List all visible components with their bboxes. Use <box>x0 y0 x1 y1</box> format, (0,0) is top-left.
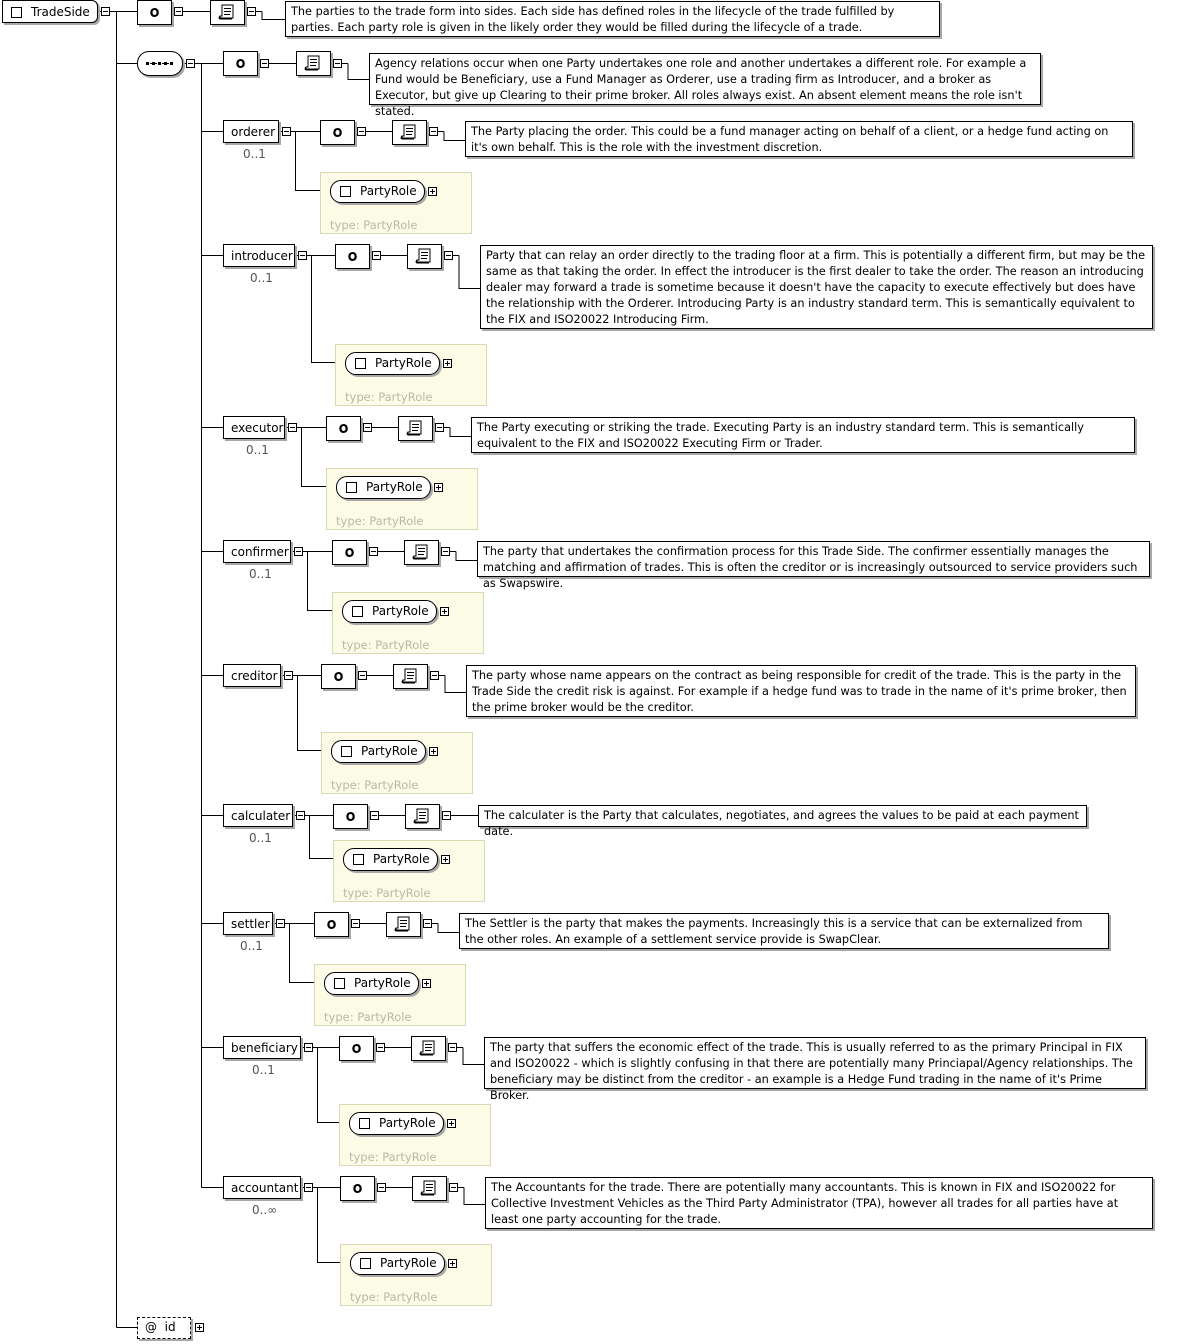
element-settler[interactable] <box>223 912 273 935</box>
type-container <box>339 1104 491 1166</box>
type-label: type: PartyRole <box>349 1150 437 1164</box>
element-name: orderer <box>231 125 276 139</box>
sequence-documentation: Agency relations occur when one Party undertakes one role and another undertakes a different role. For example a Fund would be Beneficiary, use a Fund Manager as Orderer, use a trading firm as Introducer, and a broker as Executor, but give up Clearing to their prime broker. All roles always exist. An absent element means the role isn't stated. <box>369 53 1041 105</box>
scroll-glyph <box>408 245 441 268</box>
connector-line <box>438 924 459 933</box>
partyrole-type-node[interactable] <box>331 740 426 763</box>
expand-icon[interactable] <box>447 1119 456 1128</box>
element-beneficiary[interactable] <box>223 1036 301 1059</box>
collapse-icon[interactable] <box>370 811 379 820</box>
element-checkbox-icon <box>353 854 364 865</box>
collapse-icon[interactable] <box>282 127 291 136</box>
element-checkbox-icon <box>355 358 366 369</box>
connector-line <box>464 1188 485 1205</box>
element-checkbox-icon <box>340 186 351 197</box>
documentation-icon[interactable] <box>404 540 439 565</box>
connector-line <box>313 1188 340 1263</box>
root-documentation: The parties to the trade form into sides. Each side has defined roles in the lifecycle of the trade fulfilled by parties. Each party role is given in the likely order they would be filled during the lifecycle of a trade. <box>285 1 940 37</box>
attribute-name: id <box>164 1320 176 1334</box>
type-label: type: PartyRole <box>350 1290 438 1304</box>
type-label: type: PartyRole <box>331 778 419 792</box>
connector-line <box>291 132 320 191</box>
element-checkbox-icon <box>360 1258 371 1269</box>
collapse-icon[interactable] <box>260 59 269 68</box>
documentation-icon[interactable] <box>386 912 421 937</box>
connector-line <box>293 676 321 751</box>
type-name: PartyRole <box>379 1116 436 1130</box>
element-name: calculater <box>231 809 291 823</box>
expand-icon[interactable] <box>441 855 450 864</box>
collapse-icon[interactable] <box>430 671 439 680</box>
scroll-glyph <box>399 417 432 440</box>
partyrole-type-node[interactable] <box>350 1252 445 1275</box>
element-name: introducer <box>231 249 293 263</box>
element-executor[interactable] <box>223 416 285 439</box>
cardinality-label: 0..1 <box>250 271 273 285</box>
expand-icon[interactable] <box>440 607 449 616</box>
scroll-glyph <box>297 52 330 75</box>
connector-line <box>459 256 480 289</box>
collapse-icon[interactable] <box>435 423 444 432</box>
type-container <box>332 592 484 654</box>
attribute-symbol: @ <box>145 1320 157 1334</box>
collapse-icon[interactable] <box>296 811 305 820</box>
documentation-icon[interactable] <box>296 51 331 76</box>
scroll-glyph <box>387 913 420 936</box>
type-container <box>320 172 472 234</box>
scroll-glyph <box>413 1177 446 1200</box>
collapse-icon[interactable] <box>448 1043 457 1052</box>
element-documentation: The Accountants for the trade. There are potentially many accountants. This is known in FIX and ISO20022 for Collective Investment Vehicles as the Third Party Administrator (TPA), however all trades for all parties have at least one party accounting for the trade. <box>485 1177 1153 1229</box>
documentation-icon[interactable] <box>210 0 245 25</box>
connector-line <box>445 676 466 693</box>
type-label: type: PartyRole <box>336 514 424 528</box>
type-name: PartyRole <box>380 1256 437 1270</box>
collapse-icon[interactable] <box>247 7 256 16</box>
partyrole-type-node[interactable] <box>330 180 425 203</box>
type-container <box>335 344 487 406</box>
element-checkbox-icon <box>359 1118 370 1129</box>
type-label: type: PartyRole <box>324 1010 412 1024</box>
element-name: settler <box>231 917 270 931</box>
element-calculater[interactable] <box>223 804 293 827</box>
collapse-icon[interactable] <box>304 1183 313 1192</box>
expand-icon[interactable] <box>422 979 431 988</box>
annotation-icon[interactable]: 𝛐 <box>332 540 367 565</box>
annotation-icon[interactable]: 𝛐 <box>340 1176 375 1201</box>
element-documentation: The Party executing or striking the trade. Executing Party is an industry standard term. This is semantically equivalent to the FIX and ISO20022 Executing Firm or Trader. <box>471 417 1135 453</box>
element-checkbox-icon <box>11 7 22 18</box>
element-checkbox-icon <box>341 746 352 757</box>
scroll-glyph <box>405 541 438 564</box>
type-name: PartyRole <box>372 604 429 618</box>
documentation-icon[interactable] <box>392 120 427 145</box>
cardinality-label: 0..1 <box>246 443 269 457</box>
connector-line <box>285 924 314 983</box>
element-documentation: The Party placing the order. This could be a fund manager acting on behalf of a client, or a hedge fund acting on it's own behalf. This is the role with the investment discretion. <box>465 121 1133 157</box>
expand-icon[interactable] <box>428 187 437 196</box>
documentation-icon[interactable] <box>412 1176 447 1201</box>
element-orderer[interactable] <box>223 120 279 143</box>
attribute-id[interactable] <box>137 1317 191 1339</box>
expand-icon[interactable] <box>448 1259 457 1268</box>
collapse-icon[interactable] <box>351 919 360 928</box>
partyrole-type-node[interactable] <box>349 1112 444 1135</box>
expand-icon[interactable] <box>434 483 443 492</box>
connector-line <box>307 256 335 363</box>
connector-line <box>305 816 333 859</box>
type-container <box>326 468 478 530</box>
type-container <box>333 840 485 902</box>
connector-line <box>303 552 332 611</box>
cardinality-label: 0..1 <box>249 831 272 845</box>
element-name: beneficiary <box>231 1041 298 1055</box>
scroll-glyph <box>211 1 244 24</box>
annotation-icon[interactable]: 𝛐 <box>137 0 172 25</box>
collapse-icon[interactable] <box>429 127 438 136</box>
expand-icon[interactable] <box>429 747 438 756</box>
expand-icon[interactable] <box>443 359 452 368</box>
connector-line <box>450 428 471 437</box>
scroll-glyph <box>393 121 426 144</box>
type-container <box>314 964 466 1026</box>
partyrole-type-node[interactable] <box>324 972 419 995</box>
collapse-icon[interactable] <box>372 251 381 260</box>
cardinality-label: 0..1 <box>240 939 263 953</box>
collapse-icon[interactable] <box>442 811 451 820</box>
collapse-icon[interactable] <box>333 59 342 68</box>
scroll-glyph <box>394 665 427 688</box>
element-creditor[interactable] <box>223 664 281 687</box>
partyrole-type-node[interactable] <box>345 352 440 375</box>
cardinality-label: 0..1 <box>249 567 272 581</box>
type-name: PartyRole <box>366 480 423 494</box>
element-name: creditor <box>231 669 278 683</box>
collapse-icon[interactable] <box>276 919 285 928</box>
type-name: PartyRole <box>375 356 432 370</box>
type-name: PartyRole <box>354 976 411 990</box>
collapse-icon[interactable] <box>357 127 366 136</box>
element-documentation: The calculater is the Party that calculates, negotiates, and agrees the values to be paid at each payment date. <box>478 805 1087 827</box>
connector-line <box>348 64 369 80</box>
partyrole-type-node[interactable] <box>342 600 437 623</box>
sequence-compositor-icon[interactable] <box>137 51 183 76</box>
collapse-icon[interactable] <box>377 1183 386 1192</box>
partyrole-type-node[interactable] <box>343 848 438 871</box>
element-name: accountant <box>231 1181 299 1195</box>
element-checkbox-icon <box>334 978 345 989</box>
connector-line <box>313 1048 339 1123</box>
documentation-icon[interactable] <box>411 1036 446 1061</box>
element-accountant[interactable] <box>223 1176 301 1199</box>
root-element-name: TradeSide <box>31 5 90 19</box>
element-documentation: The party whose name appears on the contract as being responsible for credit of the trade. This is the party in the Trade Side the credit risk is against. For example if a hedge fund was to trade in the name of it's prime broker, then the prime broker would be the creditor. <box>466 665 1136 717</box>
sequence-dashes <box>138 52 182 75</box>
type-label: type: PartyRole <box>330 218 418 232</box>
root-element-tradeside[interactable] <box>2 0 98 23</box>
scroll-glyph <box>406 805 439 828</box>
element-introducer[interactable] <box>223 244 295 267</box>
documentation-icon[interactable] <box>393 664 428 689</box>
annotation-icon[interactable]: 𝛐 <box>339 1036 374 1061</box>
expand-icon[interactable] <box>195 1323 204 1332</box>
collapse-icon[interactable] <box>363 423 372 432</box>
annotation-icon[interactable]: 𝛐 <box>335 244 370 269</box>
collapse-icon[interactable] <box>186 59 195 68</box>
type-label: type: PartyRole <box>345 390 433 404</box>
element-name: confirmer <box>231 545 289 559</box>
collapse-icon[interactable] <box>288 423 297 432</box>
connector-line <box>463 1048 484 1065</box>
collapse-icon[interactable] <box>449 1183 458 1192</box>
collapse-icon[interactable] <box>284 671 293 680</box>
connector-line <box>444 132 465 141</box>
element-documentation: The Settler is the party that makes the payments. Increasingly this is a service that can be externalized from the other roles. An example of a settlement service provide is SwapClear. <box>459 913 1109 949</box>
collapse-icon[interactable] <box>369 547 378 556</box>
connector-line <box>456 552 477 561</box>
cardinality-label: 0..∞ <box>252 1203 278 1217</box>
type-label: type: PartyRole <box>342 638 430 652</box>
annotation-icon[interactable]: 𝛐 <box>320 120 355 145</box>
element-documentation: Party that can relay an order directly to the trading floor at a firm. This is potentially a different firm, but may be the same as that taking the order. In effect the introducer is the first dealer to take the order. The reason an introducing dealer may forward a trade is sometime because it doesn't have the capacity to execute effectively but does have the relationship with the Orderer. Introducing Party is an industry standard term. This is semantically equivalent to the FIX and ISO20022 Introducing Firm. <box>480 245 1153 329</box>
element-name: executor <box>231 421 284 435</box>
element-checkbox-icon <box>352 606 363 617</box>
cardinality-label: 0..1 <box>243 147 266 161</box>
type-container <box>340 1244 492 1306</box>
type-name: PartyRole <box>373 852 430 866</box>
type-container <box>321 732 473 794</box>
annotation-icon[interactable]: 𝛐 <box>321 664 356 689</box>
scroll-glyph <box>412 1037 445 1060</box>
connector-line <box>262 12 285 20</box>
element-documentation: The party that suffers the economic effect of the trade. This is usually referred to as the primary Principal in FIX and ISO20022 - which is slightly confusing in that there are potentially many Princiapal/Agency relationships. The beneficiary may be distinct from the creditor - an example is a Hedge Fund trading in the name of it's Prime Broker. <box>484 1037 1146 1089</box>
collapse-icon[interactable] <box>294 547 303 556</box>
partyrole-type-node[interactable] <box>336 476 431 499</box>
collapse-icon[interactable] <box>101 7 110 16</box>
documentation-icon[interactable] <box>405 804 440 829</box>
documentation-icon[interactable] <box>407 244 442 269</box>
type-label: type: PartyRole <box>343 886 431 900</box>
cardinality-label: 0..1 <box>252 1063 275 1077</box>
type-name: PartyRole <box>360 184 417 198</box>
annotation-icon[interactable]: 𝛐 <box>333 804 368 829</box>
documentation-icon[interactable] <box>398 416 433 441</box>
collapse-icon[interactable] <box>423 919 432 928</box>
annotation-icon[interactable]: 𝛐 <box>326 416 361 441</box>
collapse-icon[interactable] <box>298 251 307 260</box>
element-documentation: The party that undertakes the confirmation process for this Trade Side. The confirmer essentially manages the matching and affirmation of trades. This is often the creditor or is increasingly outsourced to service providers such as Swapswire. <box>477 541 1150 577</box>
connector-line <box>297 428 326 487</box>
collapse-icon[interactable] <box>441 547 450 556</box>
type-name: PartyRole <box>361 744 418 758</box>
collapse-icon[interactable] <box>174 7 183 16</box>
annotation-icon[interactable]: 𝛐 <box>314 912 349 937</box>
annotation-icon[interactable]: 𝛐 <box>223 51 258 76</box>
collapse-icon[interactable] <box>358 671 367 680</box>
collapse-icon[interactable] <box>444 251 453 260</box>
element-confirmer[interactable] <box>223 540 291 563</box>
element-checkbox-icon <box>346 482 357 493</box>
collapse-icon[interactable] <box>304 1043 313 1052</box>
collapse-icon[interactable] <box>376 1043 385 1052</box>
